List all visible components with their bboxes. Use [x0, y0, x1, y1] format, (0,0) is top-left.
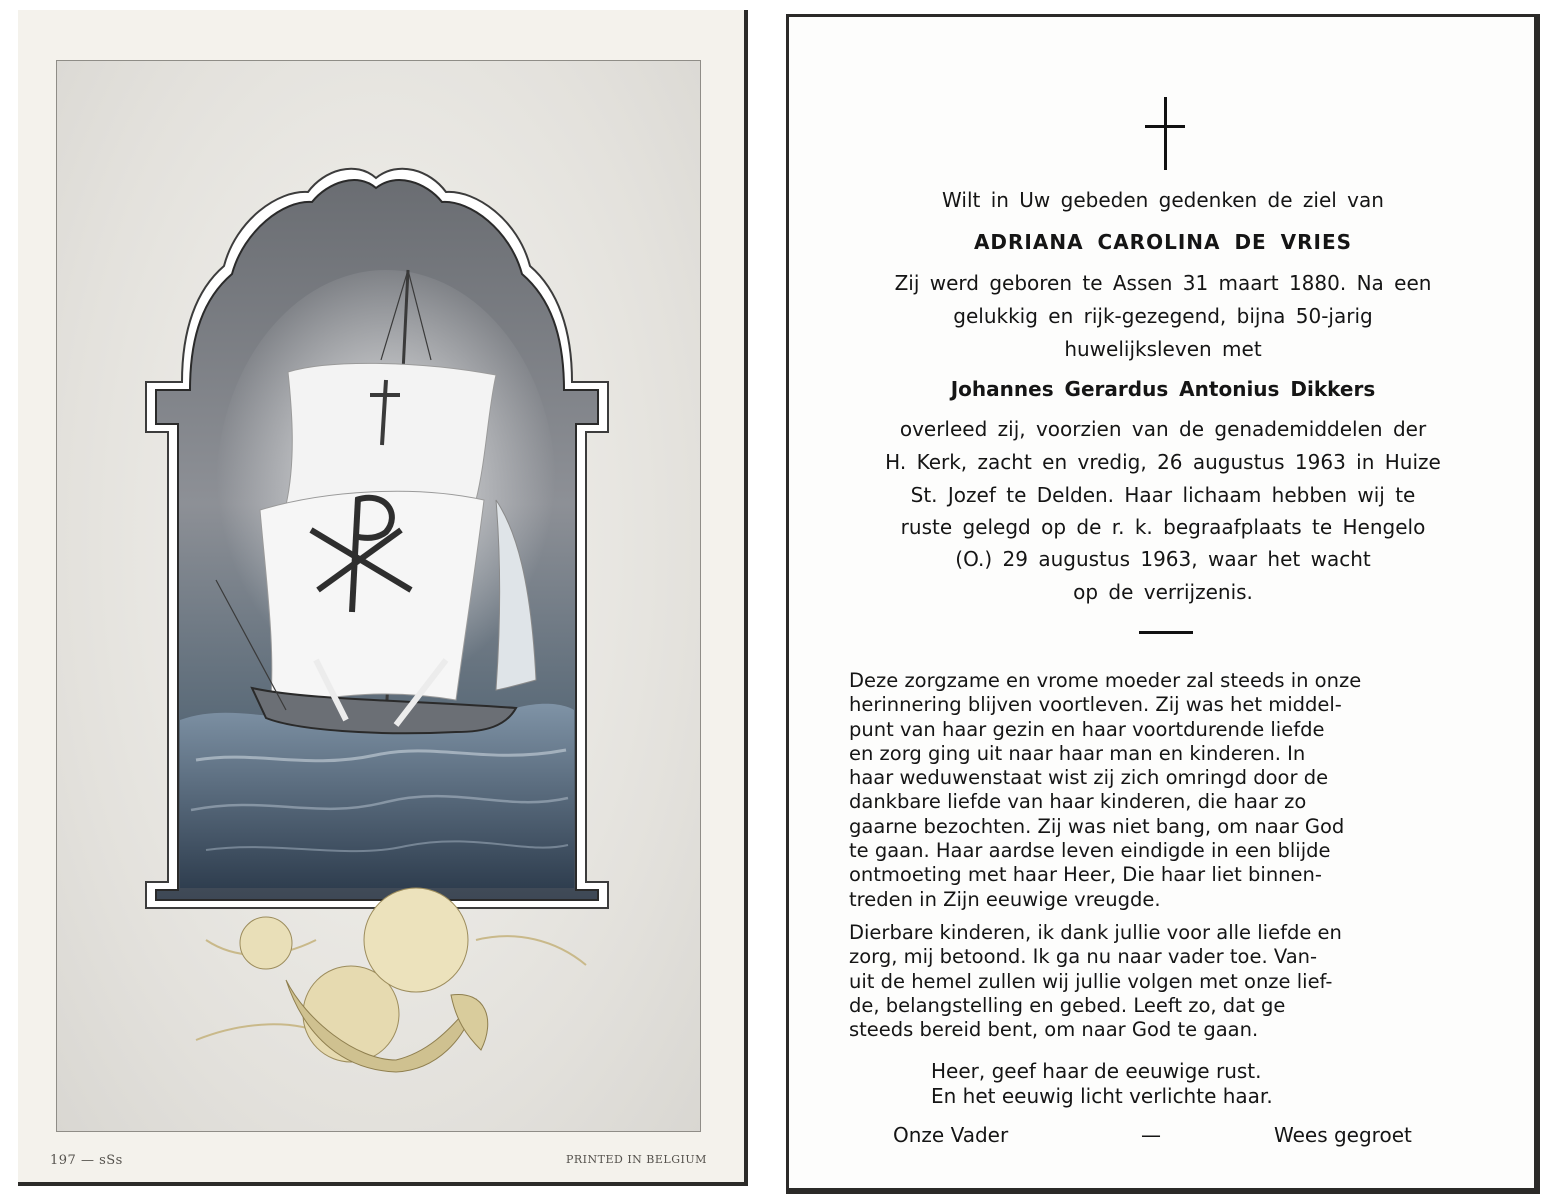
birth-line: gelukkig en rijk-gezegend, bijna 50-jarig: [953, 304, 1373, 328]
prayer-line: Heer, geef haar de eeuwige rust.: [931, 1059, 1262, 1083]
paragraph-line: steeds bereid bent, om naar God te gaan.: [849, 1018, 1259, 1042]
farewell-paragraph: [849, 921, 1489, 1042]
cross-icon: [1164, 97, 1167, 170]
print-code: 197 — sSs: [50, 1153, 123, 1168]
printed-in-label: PRINTED IN BELGIUM: [566, 1153, 707, 1166]
death-line: op de verrijzenis.: [1073, 580, 1253, 604]
deceased-name: ADRIANA CAROLINA DE VRIES: [973, 230, 1353, 254]
closing-prayer-left: Onze Vader: [893, 1123, 1009, 1147]
closing-dash: —: [1141, 1123, 1161, 1147]
intro-line: Wilt in Uw gebeden gedenken de ziel van: [942, 188, 1384, 212]
paragraph-line: gaarne bezochten. Zij was niet bang, om naar God: [849, 814, 1345, 838]
paragraph-line: uit de hemel zullen wij jullie volgen met onze lief-: [849, 969, 1333, 993]
prayer-card-back: [786, 14, 1540, 1194]
cross-icon-bar: [1145, 125, 1185, 128]
death-line: ruste gelegd op de r. k. begraafplaats te Hengelo: [900, 515, 1426, 539]
death-line: (O.) 29 augustus 1963, waar het wacht: [955, 547, 1371, 571]
chrysanthemum-decoration: [196, 888, 586, 1072]
death-line: H. Kerk, zacht en vredig, 26 augustus 1963 in Huize: [885, 450, 1441, 474]
paragraph-line: te gaan. Haar aardse leven eindigde in een blijde: [849, 839, 1331, 863]
birth-line: huwelijksleven met: [1064, 337, 1262, 361]
prayer-line: En het eeuwig licht verlichte haar.: [931, 1084, 1273, 1108]
paragraph-line: herinnering blijven voortleven. Zij was het middel-: [849, 693, 1342, 717]
paragraph-line: haar weduwenstaat wist zij zich omringd door de: [849, 766, 1329, 790]
paragraph-line: treden in Zijn eeuwige vreugde.: [849, 887, 1161, 911]
death-line: St. Jozef te Delden. Haar lichaam hebben wij te: [910, 483, 1416, 507]
death-line: overleed zij, voorzien van de genademiddelen der: [899, 417, 1427, 441]
paragraph-line: Deze zorgzame en vrome moeder zal steeds in onze: [849, 669, 1362, 692]
paragraph-line: Dierbare kinderen, ik dank jullie voor alle liefde en: [849, 921, 1342, 944]
paragraph-line: zorg, mij betoond. Ik ga nu naar vader toe. Van-: [849, 945, 1318, 969]
ship-illustration: [56, 60, 701, 1132]
paragraph-line: de, belangstelling en gebed. Leeft zo, dat ge: [849, 993, 1286, 1017]
paragraph-line: en zorg ging uit naar haar man en kinderen. In: [849, 741, 1306, 765]
husband-name: Johannes Gerardus Antonius Dikkers: [950, 377, 1376, 401]
paragraph-line: dankbare liefde van haar kinderen, die haar zo: [849, 790, 1307, 814]
closing-prayer-right: Wees gegroet: [1274, 1123, 1412, 1147]
prayer-card-front: [18, 10, 748, 1186]
memorial-paragraph: [849, 669, 1489, 912]
paragraph-line: ontmoeting met haar Heer, Die haar liet binnen-: [849, 863, 1322, 887]
separator-line: [1139, 631, 1193, 634]
birth-line: Zij werd geboren te Assen 31 maart 1880. Na een: [894, 271, 1432, 295]
paragraph-line: punt van haar gezin en haar voortdurende liefde: [849, 717, 1325, 741]
